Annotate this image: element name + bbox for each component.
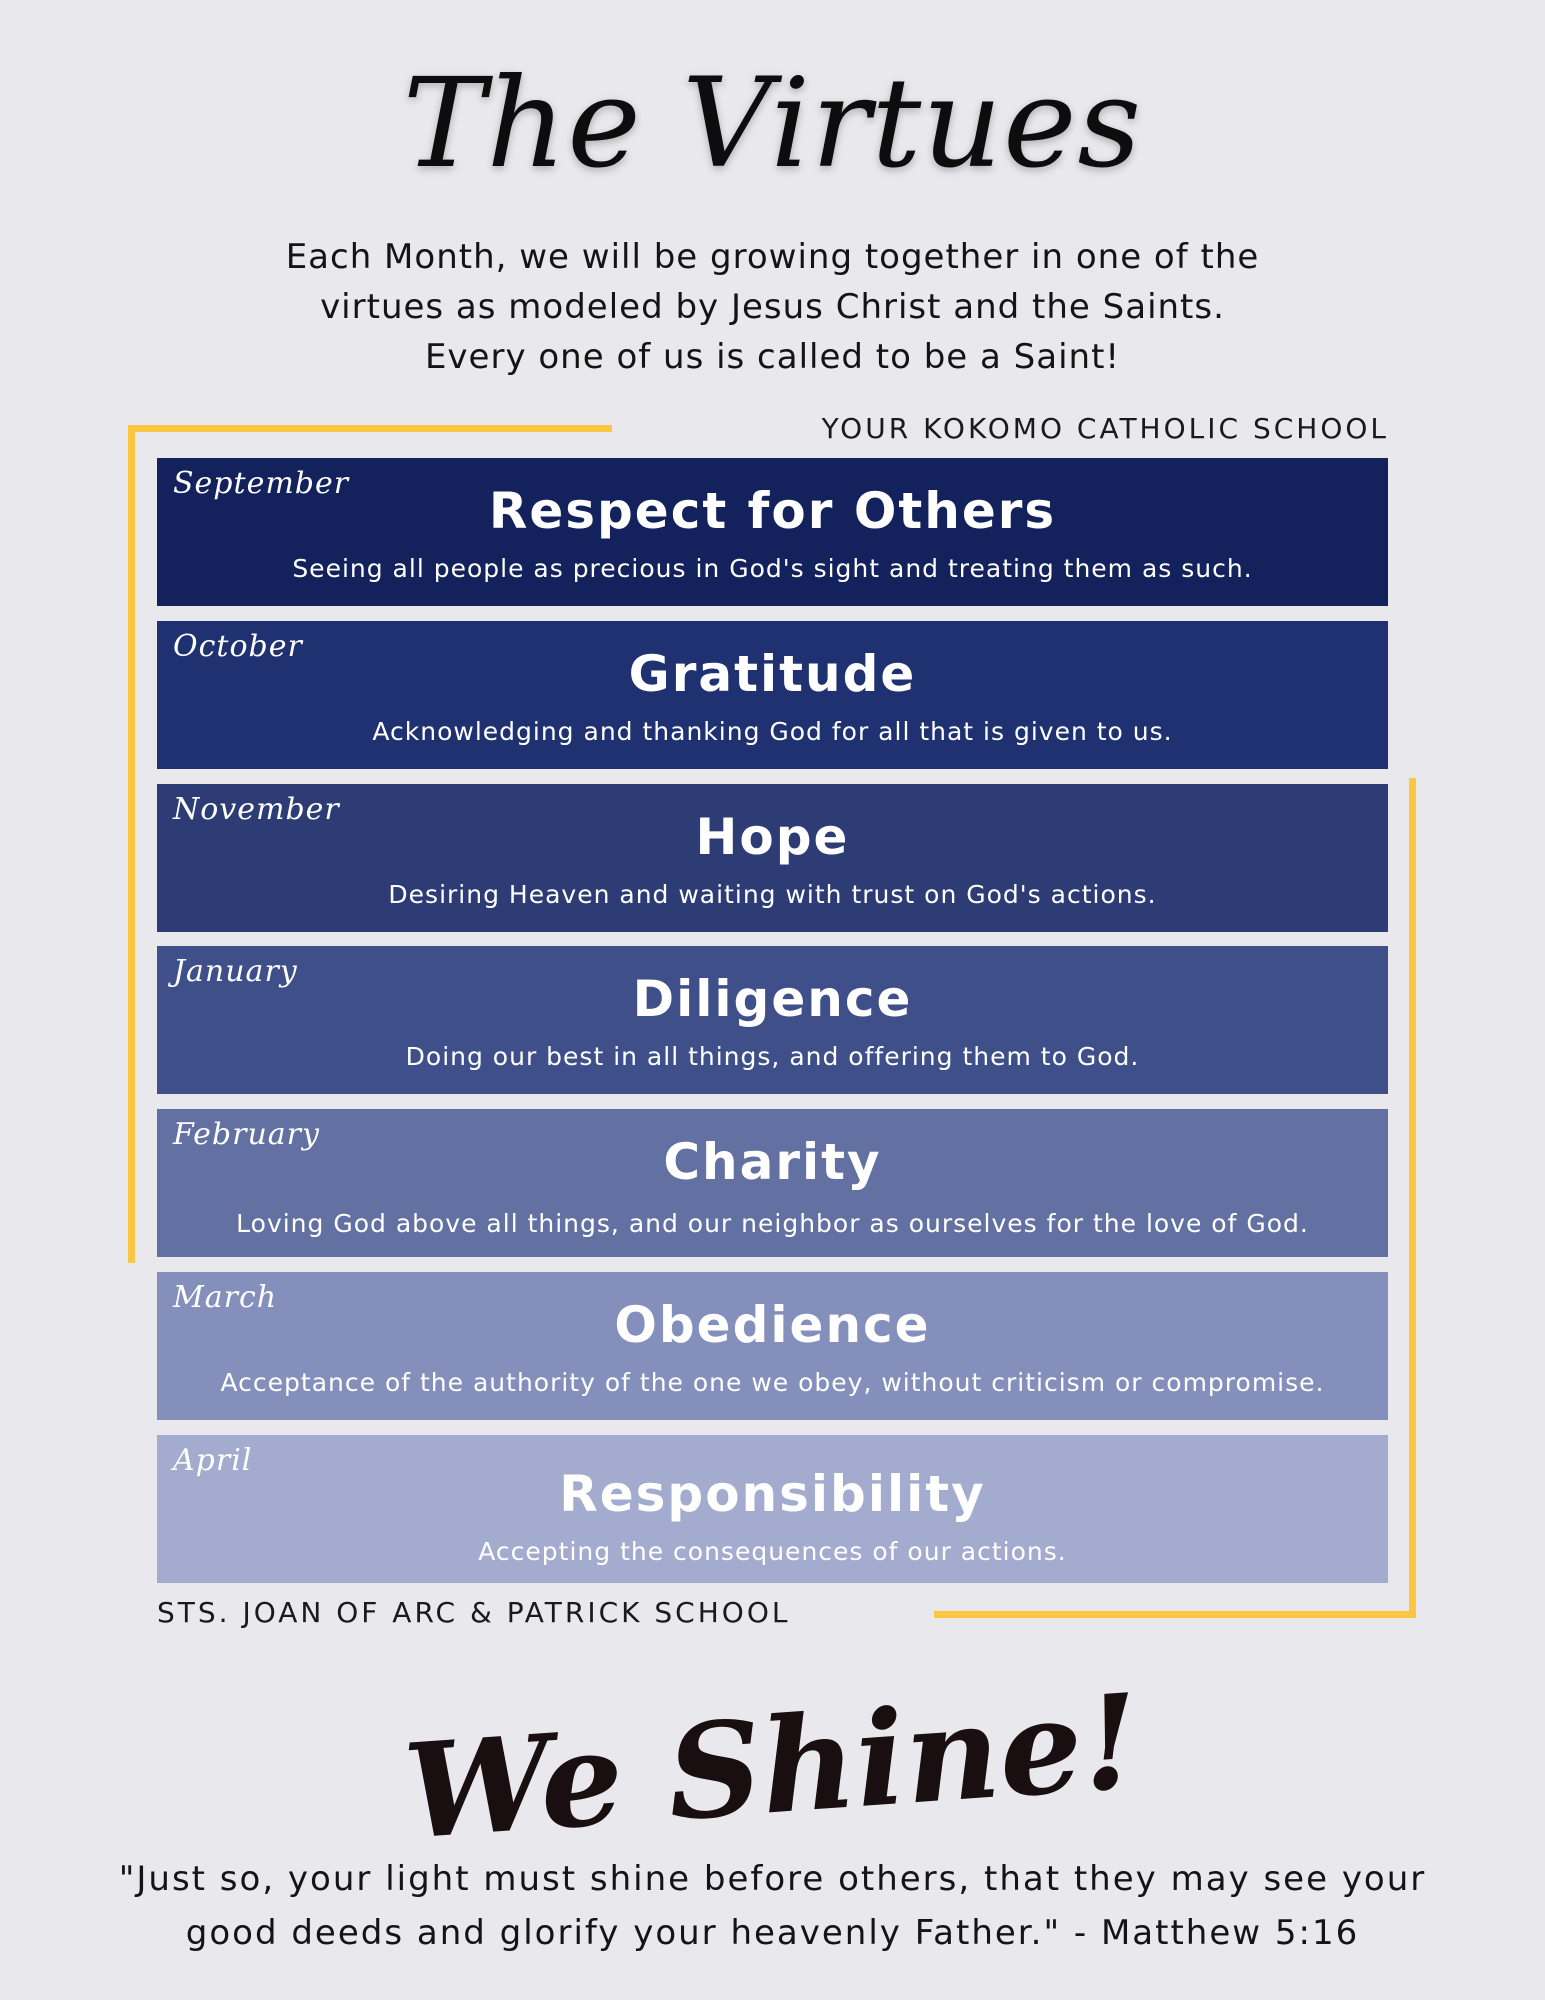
slogan-text: We Shine! (399, 1664, 1144, 1869)
we-shine-logo (0, 1664, 1545, 1869)
virtue-month: January (173, 954, 298, 989)
virtue-card-november (157, 784, 1388, 932)
virtue-month: March (173, 1280, 278, 1315)
virtue-description: Acknowledging and thanking God for all that is given to us. (372, 717, 1173, 746)
virtue-name: Hope (695, 808, 850, 866)
accent-bracket-left (128, 425, 135, 1263)
intro-text (0, 232, 1545, 382)
page-title: The Virtues (402, 52, 1143, 196)
virtue-description: Desiring Heaven and waiting with trust on God's actions. (388, 880, 1157, 909)
virtue-description: Seeing all people as precious in God's sight and treating them as such. (292, 554, 1253, 583)
quote-line: "Just so, your light must shine before others, that they may see your (118, 1859, 1427, 1899)
virtue-description: Acceptance of the authority of the one we obey, without criticism or compromise. (220, 1368, 1325, 1397)
intro-line: Every one of us is called to be a Saint! (424, 337, 1121, 377)
virtue-name: Respect for Others (488, 482, 1057, 540)
virtue-card-october (157, 621, 1388, 769)
virtue-card-february (157, 1109, 1388, 1257)
virtue-month: October (173, 629, 303, 664)
virtue-description: Doing our best in all things, and offering them to God. (405, 1042, 1140, 1071)
virtue-card-january (157, 946, 1388, 1094)
virtue-card-september (157, 458, 1388, 606)
virtue-card-march (157, 1272, 1388, 1420)
virtue-description: Accepting the consequences of our actions. (478, 1537, 1067, 1566)
quote-line: good deeds and glorify your heavenly Father." - Matthew 5:16 (185, 1913, 1360, 1953)
scripture-quote (0, 1852, 1545, 1960)
intro-line: virtues as modeled by Jesus Christ and the Saints. (320, 287, 1225, 327)
virtue-description: Loving God above all things, and our neighbor as ourselves for the love of God. (236, 1209, 1309, 1238)
intro-line: Each Month, we will be growing together in one of the (285, 237, 1260, 277)
virtue-name: Diligence (632, 970, 913, 1028)
accent-bracket-top (128, 425, 612, 432)
virtue-name: Responsibility (559, 1465, 986, 1523)
school-name-top: YOUR KOKOMO CATHOLIC SCHOOL (821, 412, 1389, 445)
accent-bracket-bottom (934, 1611, 1416, 1618)
virtue-month: February (173, 1117, 320, 1152)
accent-bracket-right (1409, 778, 1416, 1618)
we-shine-script (399, 1664, 1144, 1869)
virtue-month: November (173, 792, 340, 827)
virtue-name: Charity (663, 1133, 882, 1191)
virtue-month: September (173, 466, 350, 501)
virtue-name: Gratitude (628, 645, 917, 703)
virtue-name: Obedience (614, 1296, 931, 1354)
school-name-bottom: STS. JOAN OF ARC & PATRICK SCHOOL (157, 1596, 791, 1629)
virtue-card-april (157, 1435, 1388, 1583)
virtue-month: April (173, 1443, 253, 1478)
